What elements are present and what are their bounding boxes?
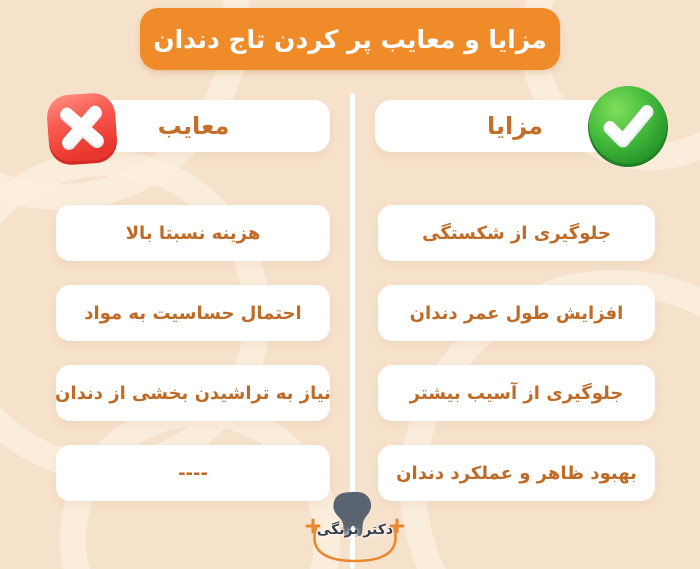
page-title: مزایا و معایب پر کردن تاج دندان	[140, 8, 560, 70]
cross-icon	[42, 88, 122, 168]
brand-logo	[299, 486, 411, 568]
check-icon	[586, 84, 670, 168]
disadvantages-header-label: معایب	[157, 112, 230, 140]
disadvantages-list	[56, 205, 330, 501]
disadvantage-item: نیاز به تراشیدن بخشی از دندان	[56, 365, 330, 421]
advantage-item: بهبود ظاهر و عملکرد دندان	[378, 445, 655, 501]
disadvantage-item: هزینه نسبتا بالا	[56, 205, 330, 261]
disadvantage-item: ----	[56, 445, 330, 501]
advantages-header-label: مزایا	[486, 112, 544, 140]
advantage-item: جلوگیری از شکستگی	[378, 205, 655, 261]
disadvantage-item: احتمال حساسیت به مواد	[56, 285, 330, 341]
brand-name: دکتر برنگی	[316, 522, 394, 538]
advantage-item: جلوگیری از آسیب بیشتر	[378, 365, 655, 421]
advantage-item: افزایش طول عمر دندان	[378, 285, 655, 341]
advantages-list	[378, 205, 655, 501]
